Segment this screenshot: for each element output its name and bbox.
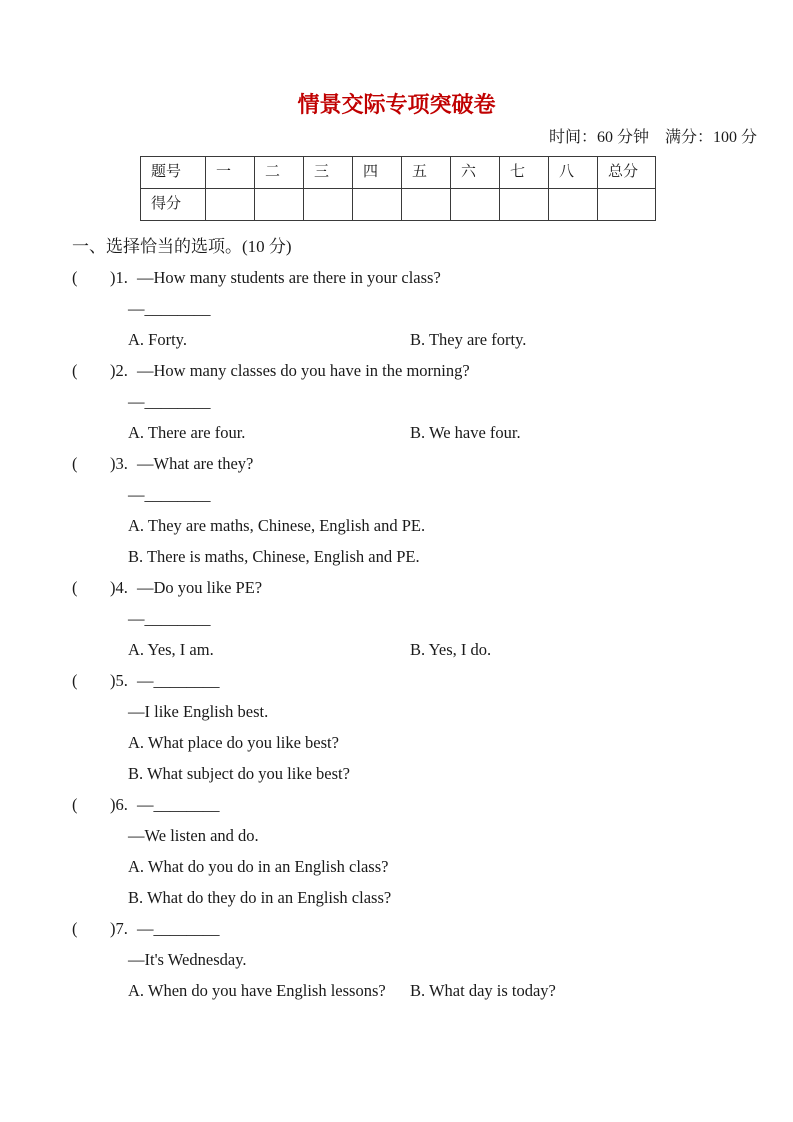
answer-blank: —________ <box>128 299 211 318</box>
option-a: A. There are four. <box>128 423 246 442</box>
score-cell-total <box>598 189 656 221</box>
question-prompt-line <box>72 448 793 479</box>
section-heading: 一、选择恰当的选项。(10 分) <box>72 237 292 256</box>
question-2 <box>72 355 793 448</box>
question-blank-prompt: —________ <box>137 919 220 938</box>
question-number: )1. <box>110 268 128 287</box>
score-cell <box>255 189 304 221</box>
question-prompt: —Do you like PE? <box>137 578 263 597</box>
answer-blank: —________ <box>128 609 211 628</box>
score-row-label: 得分 <box>141 189 206 221</box>
score-table-header-row <box>141 157 656 189</box>
options-row <box>128 324 793 355</box>
response-line: —I like English best. <box>128 702 269 721</box>
score-table-col-5: 五 <box>402 157 451 189</box>
option-a: A. What place do you like best? <box>128 733 339 752</box>
score-table-col-2: 二 <box>255 157 304 189</box>
option-a: A. Yes, I am. <box>128 640 214 659</box>
score-table-col-8: 八 <box>549 157 598 189</box>
question-1 <box>72 262 793 355</box>
score-cell <box>402 189 451 221</box>
score-cell <box>549 189 598 221</box>
option-a: A. What do you do in an English class? <box>128 857 389 876</box>
question-number: )3. <box>110 454 128 473</box>
question-blank-prompt: —________ <box>137 795 220 814</box>
exam-meta: 时间：60 分钟 满分：100 分 <box>548 129 757 146</box>
question-prompt-line <box>72 789 793 820</box>
answer-paren: ( <box>72 361 78 380</box>
score-cell <box>451 189 500 221</box>
option-b: B. They are forty. <box>410 330 527 349</box>
options-row <box>128 634 793 665</box>
question-number: )5. <box>110 671 128 690</box>
answer-blank: —________ <box>128 392 211 411</box>
score-table-col-3: 三 <box>304 157 353 189</box>
option-b: B. There is maths, Chinese, English and PE. <box>128 547 420 566</box>
response-line: —We listen and do. <box>128 826 259 845</box>
option-a: A. When do you have English lessons? <box>128 981 386 1000</box>
question-blank-prompt: —________ <box>137 671 220 690</box>
options-row <box>128 975 793 1006</box>
answer-paren: ( <box>72 268 78 287</box>
score-table-col-total: 总分 <box>598 157 656 189</box>
option-a: A. Forty. <box>128 330 187 349</box>
score-table <box>140 156 656 221</box>
question-prompt: —What are they? <box>137 454 254 473</box>
option-b: B. Yes, I do. <box>410 640 492 659</box>
options-row <box>128 417 793 448</box>
score-cell <box>353 189 402 221</box>
question-prompt-line <box>72 262 793 293</box>
question-prompt: —How many classes do you have in the morning? <box>137 361 470 380</box>
score-table-col-7: 七 <box>500 157 549 189</box>
question-prompt-line <box>72 572 793 603</box>
question-prompt-line <box>72 913 793 944</box>
question-number: )6. <box>110 795 128 814</box>
score-table-header-label: 题号 <box>141 157 206 189</box>
question-prompt-line <box>72 355 793 386</box>
option-b: B. We have four. <box>410 423 521 442</box>
question-number: )7. <box>110 919 128 938</box>
score-cell <box>500 189 549 221</box>
answer-paren: ( <box>72 795 78 814</box>
question-prompt-line <box>72 665 793 696</box>
option-a: A. They are maths, Chinese, English and PE. <box>128 516 426 535</box>
answer-paren: ( <box>72 454 78 473</box>
question-number: )4. <box>110 578 128 597</box>
answer-paren: ( <box>72 578 78 597</box>
question-number: )2. <box>110 361 128 380</box>
page-title: 情景交际专项突破卷 <box>297 92 496 117</box>
question-prompt: —How many students are there in your class? <box>137 268 441 287</box>
option-b: B. What day is today? <box>410 981 556 1000</box>
option-b: B. What subject do you like best? <box>128 764 350 783</box>
response-line: —It's Wednesday. <box>128 950 247 969</box>
score-table-score-row <box>141 189 656 221</box>
question-6 <box>72 789 793 913</box>
score-table-col-6: 六 <box>451 157 500 189</box>
score-cell <box>206 189 255 221</box>
question-7 <box>72 913 793 1006</box>
question-4 <box>72 572 793 665</box>
score-table-col-1: 一 <box>206 157 255 189</box>
question-3 <box>72 448 793 572</box>
answer-paren: ( <box>72 919 78 938</box>
answer-blank: —________ <box>128 485 211 504</box>
score-cell <box>304 189 353 221</box>
question-5 <box>72 665 793 789</box>
option-b: B. What do they do in an English class? <box>128 888 392 907</box>
answer-paren: ( <box>72 671 78 690</box>
score-table-col-4: 四 <box>353 157 402 189</box>
